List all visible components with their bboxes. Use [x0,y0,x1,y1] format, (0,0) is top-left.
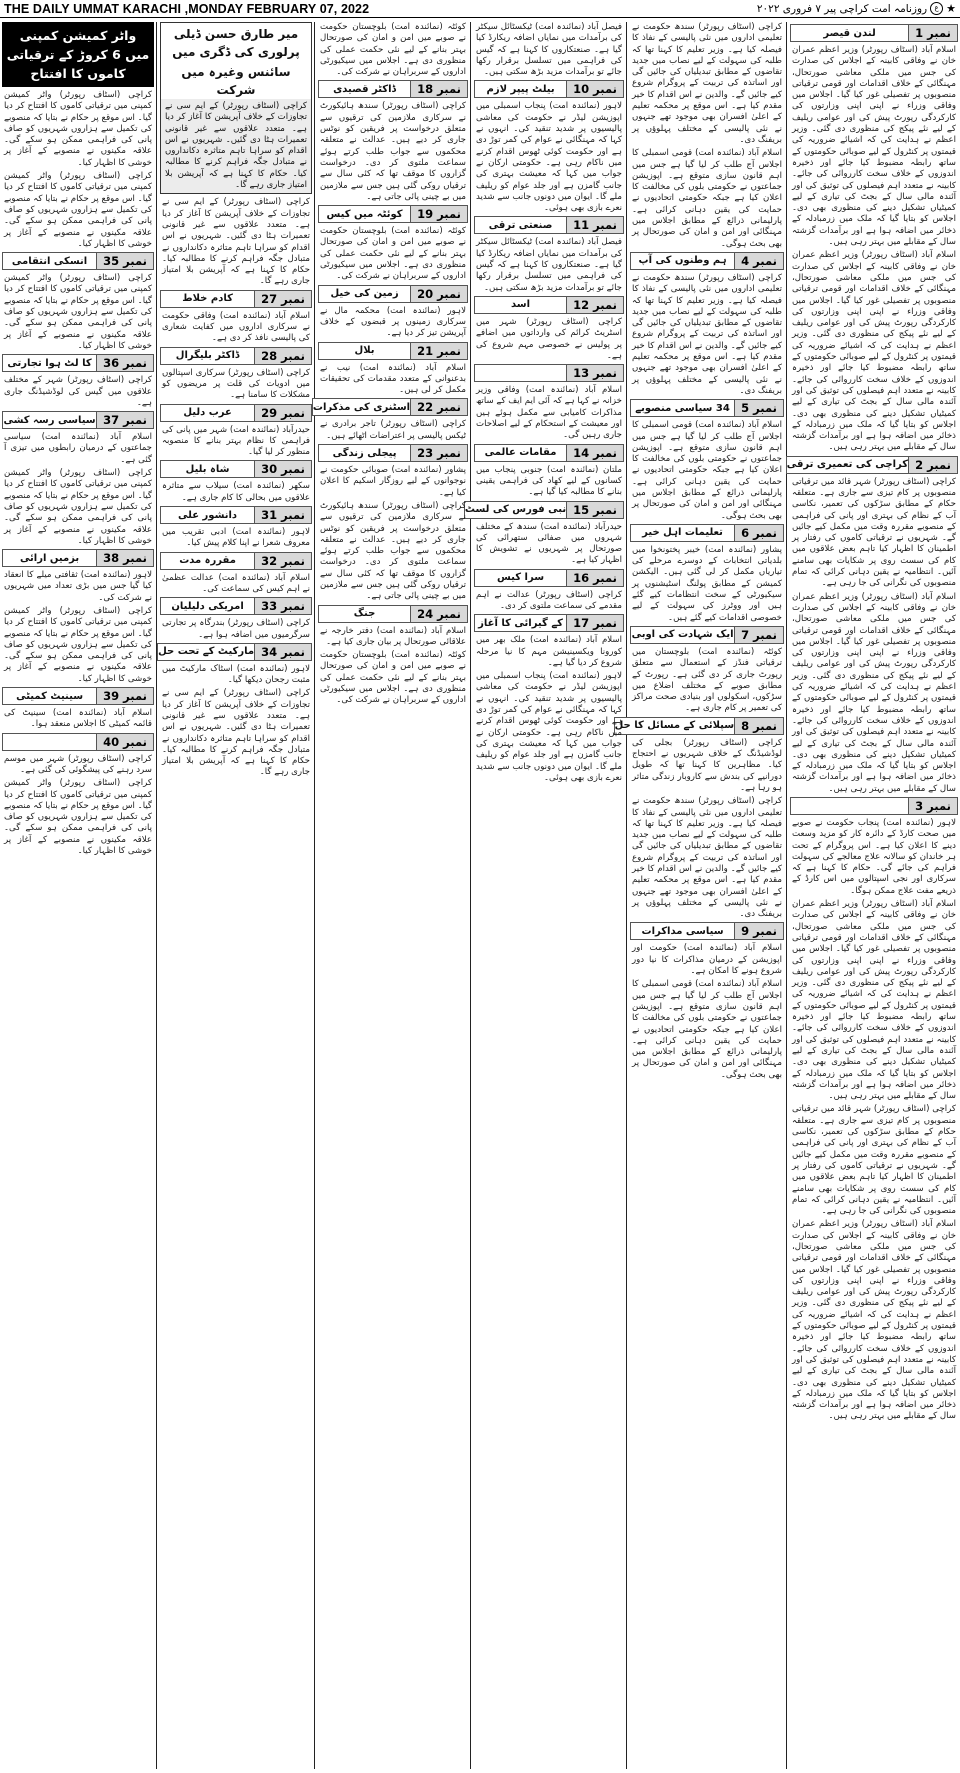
article-number: نمبر 5 [734,399,784,417]
article-number: نمبر 17 [566,614,624,632]
article-title: انسکی انتقامی [2,252,96,270]
article-body: لاہور (نمائندہ امت) ثقافتی میلے کا انعقاد کیا گیا جس میں بڑی تعداد میں شہریوں نے شرکت کی۔ [4,570,152,603]
article-number: نمبر 4 [734,252,784,270]
column-5 [160,22,312,1769]
article-title: لندن قیصر [790,24,908,42]
article-body: اسلام آباد (نمائندہ امت) عدالت عظمیٰ نے اہم کیس کی سماعت کی۔ [162,572,310,594]
article-title: اسد [474,296,566,314]
article-number: نمبر 40 [96,733,154,751]
article-title: کے گیرائی کا آغاز [474,614,566,632]
article-heading [160,506,312,524]
article-heading [2,354,154,372]
article-body: کراچی (اسٹاف رپورٹر) تاجر برادری نے ٹیکس پالیسی پر اعتراضات اٹھائے ہیں۔ [320,419,466,441]
article-heading [318,444,468,462]
column-2 [614,22,784,1769]
article-body: فیصل آباد (نمائندہ امت) ٹیکسٹائل سیکٹر کی برآمدات میں نمایاں اضافہ ریکارڈ کیا گیا ہے۔ صنعتکاروں کا کہنا ہے کہ گیس کی فراہمی میں تسلسل برقرار رکھا جائے تو برآمدات مزید بڑھ سکتی ہیں۔ [476,22,622,78]
article-body: اسلام آباد (نمائندہ امت) وفاقی حکومت نے سرکاری اداروں میں کفایت شعاری کی پالیسی نافذ کر دی ہے۔ [162,310,310,344]
article-title: دانشور علی [160,506,254,524]
article-heading [630,524,784,542]
article-body: کراچی (اسٹاف رپورٹر) شہر میں موسم سرد رہنے کی پیشگوئی کی گئی ہے۔ [4,753,152,775]
article-body: لاہور (نمائندہ امت) پنجاب حکومت نے صوبے میں صحت کارڈ کے دائرہ کار کو مزید وسعت دینے کا اعلان کیا ہے۔ اس پروگرام کے تحت ہر خاندان کو سالانہ علاج معالجے کی سہولت فراہم کی جائے گی۔ حکام کا کہنا ہے کہ سرکاری اور نجی اسپتالوں میں اس کارڈ کے ذریعے مفت علاج ممکن ہوگا۔ [792,818,956,896]
cpec-box-body: کراچی (اسٹاف رپورٹر) کے ایم سی نے تجاوزات کے خلاف آپریشن کا آغاز کر دیا ہے۔ متعدد علاقوں سے غیر قانونی تعمیرات ہٹا دی گئیں۔ شہریوں نے اس اقدام کو سراہا تاہم متاثرہ دکانداروں نے متبادل جگہ فراہم کرنے کا مطالبہ کیا۔ حکام کا کہنا ہے کہ آپریشن بلا امتیاز جاری رہے گا۔ [161,99,311,193]
article-heading [2,411,154,429]
article-title: 34 سیاسی منصوبے [630,399,734,417]
article-heading [790,24,958,42]
article-body: اسلام آباد (نمائندہ امت) قومی اسمبلی کا اجلاس آج طلب کر لیا گیا ہے جس میں اہم قانون سازی متوقع ہے۔ اپوزیشن جماعتوں نے حکومتی بلوں کی مخالفت کا اعلان کیا ہے جبکہ حکومتی اتحادیوں نے حمایت کی یقین دہانی کرائی ہے۔ پارلیمانی ذرائع کے مطابق اجلاس میں مہنگائی اور امن و امان کی صورتحال پر بھی بحث ہوگی۔ [632,148,782,249]
column-rule [626,22,627,1769]
article-number: نمبر 20 [410,285,468,303]
article-heading [318,342,468,360]
article-heading [474,296,624,314]
article-body: حیدرآباد (نمائندہ امت) شہر میں پانی کی فراہمی کا نظام بہتر بنانے کا منصوبہ منظور کر لیا گیا۔ [162,424,310,458]
article-body: لاہور (نمائندہ امت) پنجاب اسمبلی میں اپوزیشن لیڈر نے حکومت کی معاشی پالیسیوں پر شدید تنقید کی۔ انہوں نے کہا کہ مہنگائی نے عوام کی کمر توڑ دی ہے اور حکومت کوئی ٹھوس اقدام کرنے میں ناکام رہی ہے۔ حکومتی ارکان نے جواب میں کہا کہ معیشت بہتری کی جانب گامزن ہے اور جلد عوام کو ریلیف ملے گا۔ ایوان میں دونوں جانب سے شدید نعرے بازی بھی ہوئی۔ [476,101,622,214]
article-title: تعلیمات اہل خیر [630,524,734,542]
article-number: نمبر 18 [410,80,468,98]
column-rule [470,22,471,1769]
article-heading [160,290,312,308]
column-1 [786,22,958,1769]
article-heading [318,285,468,303]
article-title: زمین کی خیل [318,285,410,303]
article-body: کراچی (اسٹاف رپورٹر) کے ایم سی نے تجاوزات کے خلاف آپریشن کا آغاز کر دیا ہے۔ متعدد علاقوں سے غیر قانونی تعمیرات ہٹا دی گئیں۔ شہریوں نے اس اقدام کو سراہا تاہم متاثرہ دکانداروں نے متبادل جگہ فراہم کرنے کا مطالبہ کیا۔ حکام کا کہنا ہے کہ آپریشن بلا امتیاز جاری رہے گا۔ [162,197,310,287]
article-number: نمبر 32 [254,552,312,570]
article-heading [474,569,624,587]
article-body: فیصل آباد (نمائندہ امت) ٹیکسٹائل سیکٹر کی برآمدات میں نمایاں اضافہ ریکارڈ کیا گیا ہے۔ صنعتکاروں کا کہنا ہے کہ گیس کی فراہمی میں تسلسل برقرار رکھا جائے تو برآمدات مزید بڑھ سکتی ہیں۔ [476,237,622,293]
article-heading [474,614,624,632]
article-body: کراچی (اسٹاف رپورٹر) بندرگاہ پر تجارتی سرگرمیوں میں اضافہ ہوا ہے۔ [162,618,310,640]
article-heading [318,80,468,98]
article-title: پیجلی زندگی [318,444,410,462]
article-title: صنعتی ترقی [474,216,566,234]
article-number: نمبر 22 [410,398,468,416]
article-title [790,797,908,815]
article-body: کراچی (اسٹاف رپورٹر) واٹر کمیشن کمپنی میں ترقیاتی کاموں کا افتتاح کر دیا گیا۔ اس موقع پر حکام نے بتایا کہ منصوبے کی تکمیل سے ہزاروں شہریوں کو صاف پانی کی فراہمی ممکن ہو سکے گی۔ علاقہ مکینوں نے منصوبے کے آغاز پر خوشی کا اظہار کیا۔ [4,605,152,684]
article-body: کراچی (اسٹاف رپورٹر) واٹر کمیشن کمپنی میں ترقیاتی کاموں کا افتتاح کر دیا گیا۔ اس موقع پر حکام نے بتایا کہ منصوبے کی تکمیل سے ہزاروں شہریوں کو صاف پانی کی فراہمی ممکن ہو سکے گی۔ علاقہ مکینوں نے منصوبے کے آغاز پر خوشی کا اظہار کیا۔ [4,171,152,249]
article-body: کوئٹہ (نمائندہ امت) بلوچستان حکومت نے صوبے میں امن و امان کی صورتحال بہتر بنانے کے لیے نئی حکمت عملی کی منظوری دی ہے۔ اجلاس میں سیکیورٹی اداروں کے سربراہان نے شرکت کی۔ [320,226,466,282]
ummat-logo-icon: ع [930,2,943,15]
article-body: لاہور (نمائندہ امت) ادبی تقریب میں معروف شعرا نے اپنا کلام پیش کیا۔ [162,527,310,549]
article-number: نمبر 34 [254,643,312,661]
article-body: اسلام آباد (اسٹاف رپورٹر) وزیر اعظم عمران خان نے وفاقی کابینہ کے اجلاس کی صدارت کی جس میں ملکی معاشی صورتحال، مہنگائی کے خلاف اقدامات اور قومی ترقیاتی منصوبوں پر تفصیلی غور کیا گیا۔ اجلاس میں وفاقی وزراء نے اپنی اپنی وزارتوں کی کارکردگی رپورٹ پیش کی اور عوامی ریلیف کے لیے نئے پیکج کی منظوری دی گئی۔ وزیر اعظم نے ہدایت کی کہ اشیائے ضروریہ کی قیمتوں پر کنٹرول کے لیے صوبائی حکومتوں کے ساتھ رابطہ مضبوط کیا جائے اور ذخیرہ اندوزوں کے خلاف سخت کارروائی کی جائے۔ کابینہ نے متعدد اہم فیصلوں کی توثیق کی اور آئندہ مالی سال کے بجٹ کی تیاری کے لیے کمیٹیاں تشکیل دینے کی منظوری بھی دی۔ اجلاس کو بتایا گیا کہ ملک میں زرمبادلہ کے ذخائر میں اضافہ ہوا ہے اور برآمدات گزشتہ سال کے مقابلے میں بہتر رہی ہیں۔ [792,591,956,794]
article-heading [2,252,154,270]
article-title: ہم وطنوں کی آپ [630,252,734,270]
article-heading [614,717,784,735]
masthead [0,0,960,18]
article-title: کوئٹہ میں کیس [318,205,410,223]
article-body: لاہور (نمائندہ امت) محکمہ مال نے سرکاری زمینوں پر قبضوں کے خلاف آپریشن تیز کر دیا ہے۔ [320,305,466,339]
article-body: کراچی (اسٹاف رپورٹر) سندھ حکومت نے تعلیمی اداروں میں نئی پالیسی کے نفاذ کا فیصلہ کیا ہے۔ وزیر تعلیم کا کہنا تھا کہ طلبہ کی سہولت کے لیے نصاب میں جدید تقاضوں کے مطابق تبدیلیاں کی جائیں گی اور اساتذہ کی تربیت کے پروگرام شروع کیے جائیں گے۔ والدین نے اس اقدام کا خیر مقدم کیا ہے۔ اس موقع پر محکمہ تعلیم کے اعلیٰ افسران بھی موجود تھے جنہوں نے نئی پالیسی کے مختلف پہلوؤں پر بریفنگ دی۔ [632,272,782,396]
article-title: بیلٹ پیپر لازم [474,80,566,98]
article-title: کراچی کی تعمیری ترقی [786,456,908,474]
article-heading [474,444,624,462]
article-title: مقامات عالمی [474,444,566,462]
article-body: کراچی (اسٹاف رپورٹر) کے ایم سی نے تجاوزات کے خلاف آپریشن کا آغاز کر دیا ہے۔ متعدد علاقوں سے غیر قانونی تعمیرات ہٹا دی گئیں۔ شہریوں نے اس اقدام کو سراہا تاہم متاثرہ دکانداروں نے متبادل جگہ فراہم کرنے کا مطالبہ کیا۔ حکام کا کہنا ہے کہ آپریشن بلا امتیاز جاری رہے گا۔ [162,688,310,778]
article-heading [318,205,468,223]
article-heading [790,797,958,815]
column-3 [464,22,624,1769]
article-body: کراچی (اسٹاف رپورٹر) سندھ ہائیکورٹ نے سرکاری ملازمین کی ترقیوں سے متعلق درخواست پر فریقین کو نوٹس جاری کر دیے ہیں۔ عدالت نے متعلقہ محکموں سے جواب طلب کرتے ہوئے سماعت ملتوی کر دی۔ درخواست گزاروں کا موقف تھا کہ کئی سال سے ترقیاں روکی گئی ہیں جس سے ملازمین میں بے چینی پائی جاتی ہے۔ [320,101,466,202]
article-body: لاہور (نمائندہ امت) پنجاب اسمبلی میں اپوزیشن لیڈر نے حکومت کی معاشی پالیسیوں پر شدید تنقید کی۔ انہوں نے کہا کہ مہنگائی نے عوام کی کمر توڑ دی ہے اور حکومت کوئی ٹھوس اقدام کرنے میں ناکام رہی ہے۔ حکومتی ارکان نے جواب میں کہا کہ معیشت بہتری کی جانب گامزن ہے اور جلد عوام کو ریلیف ملے گا۔ ایوان میں دونوں جانب سے شدید نعرے بازی بھی ہوئی۔ [476,671,622,783]
article-body: کراچی (اسٹاف رپورٹر) سندھ حکومت نے تعلیمی اداروں میں نئی پالیسی کے نفاذ کا فیصلہ کیا ہے۔ وزیر تعلیم کا کہنا تھا کہ طلبہ کی سہولت کے لیے نصاب میں جدید تقاضوں کے مطابق تبدیلیاں کی جائیں گی اور اساتذہ کی تربیت کے پروگرام شروع کیے جائیں گے۔ والدین نے اس اقدام کا خیر مقدم کیا ہے۔ اس موقع پر محکمہ تعلیم کے اعلیٰ افسران بھی موجود تھے جنہوں نے نئی پالیسی کے مختلف پہلوؤں پر بریفنگ دی۔ [632,22,782,145]
article-title: ایک شہادت کی اوبی [630,626,734,644]
article-number: نمبر 29 [254,404,312,422]
star-icon: ★ [946,2,956,15]
article-body: حیدرآباد (نمائندہ امت) سندھ کے مختلف شہروں میں صفائی ستھرائی کی صورتحال پر شہریوں نے تشویش کا اظہار کیا ہے۔ [476,521,622,566]
karachi-banner: واٹر کمیشن کمپنی میں 6 کروڑ کے ترقیاتی کاموں کا افتتاح [2,22,154,87]
article-number: نمبر 7 [734,626,784,644]
article-heading [160,347,312,365]
article-body: اسلام آباد (نمائندہ امت) دفتر خارجہ نے علاقائی صورتحال پر بیان جاری کیا ہے۔ [320,625,466,647]
article-number: نمبر 31 [254,506,312,524]
article-body: کوئٹہ (نمائندہ امت) بلوچستان میں ترقیاتی فنڈز کے استعمال سے متعلق رپورٹ جاری کر دی گئی ہے۔ رپورٹ کے مطابق صوبے کے مختلف اضلاع میں سڑکوں، اسکولوں اور بنیادی صحت مراکز کی تعمیر پر کام جاری ہے۔ [632,646,782,714]
article-heading [160,552,312,570]
article-number: نمبر 27 [254,290,312,308]
column-rule [156,22,157,1769]
article-body: اسلام آباد (نمائندہ امت) ملک بھر میں کورونا ویکسینیشن مہم کا نیا مرحلہ شروع کر دیا گیا ہے۔ [476,635,622,668]
article-body: کوئٹہ (نمائندہ امت) بلوچستان حکومت نے صوبے میں امن و امان کی صورتحال بہتر بنانے کے لیے نئی حکمت عملی کی منظوری دی ہے۔ اجلاس میں سیکیورٹی اداروں کے سربراہان نے شرکت کی۔ [320,22,466,78]
article-heading [318,605,468,623]
article-number: نمبر 39 [96,687,154,705]
article-heading [630,922,784,940]
article-body: اسلام آباد (نمائندہ امت) وفاقی وزیر خزانہ نے کہا ہے کہ آئی ایم ایف کے ساتھ مذاکرات کامیابی سے مکمل ہوئے ہیں اور معیشت کے استحکام کے لیے اصلاحات جاری رہیں گی۔ [476,385,622,441]
article-number: نمبر 11 [566,216,624,234]
masthead-urdu-wrapper [757,2,956,15]
article-number: نمبر 36 [96,354,154,372]
article-body: اسلام آباد (نمائندہ امت) نیب نے بدعنوانی کے متعدد مقدمات کی تحقیقات مکمل کر لی ہیں۔ [320,362,466,396]
article-heading [786,456,958,474]
article-title: مقررہ مدت [160,552,254,570]
article-body: اسلام آباد (نمائندہ امت) حکومت اور اپوزیشن کے درمیان مذاکرات کا نیا دور شروع ہونے کا امکان ہے۔ [632,943,782,977]
article-body: کوئٹہ (نمائندہ امت) بلوچستان حکومت نے صوبے میں امن و امان کی صورتحال بہتر بنانے کے لیے نئی حکمت عملی کی منظوری دی ہے۔ اجلاس میں سیکیورٹی اداروں کے سربراہان نے شرکت کی۔ [320,650,466,706]
article-title: سرا کیس [474,569,566,587]
article-title: بزمیں ارائی [2,549,96,567]
article-number: نمبر 9 [734,922,784,940]
article-body: اسلام آباد (نمائندہ امت) قومی اسمبلی کا اجلاس آج طلب کر لیا گیا ہے جس میں اہم قانون سازی متوقع ہے۔ اپوزیشن جماعتوں نے حکومتی بلوں کی مخالفت کا اعلان کیا ہے جبکہ حکومتی اتحادیوں نے حمایت کی یقین دہانی کرائی ہے۔ پارلیمانی ذرائع کے مطابق اجلاس میں مہنگائی اور امن و امان کی صورتحال پر بھی بحث ہوگی۔ [632,420,782,521]
article-title [2,733,96,751]
article-number: نمبر 10 [566,80,624,98]
article-body: پشاور (نمائندہ امت) خیبر پختونخوا میں بلدیاتی انتخابات کے دوسرے مرحلے کی تیاریاں مکمل کر لی گئی ہیں۔ الیکشن کمیشن کے مطابق پولنگ اسٹیشنوں پر سیکیورٹی کے سخت انتظامات کیے گئے ہیں اور ووٹرز کی سہولت کے لیے خصوصی اقدامات کیے گئے ہیں۔ [632,544,782,623]
article-heading [630,399,784,417]
column-rule [786,22,787,1769]
article-heading [630,626,784,644]
article-heading [160,597,312,615]
article-heading [474,216,624,234]
article-body: کراچی (اسٹاف رپورٹر) واٹر کمیشن کمپنی میں ترقیاتی کاموں کا افتتاح کر دیا گیا۔ اس موقع پر حکام نے بتایا کہ منصوبے کی تکمیل سے ہزاروں شہریوں کو صاف پانی کی فراہمی ممکن ہو سکے گی۔ علاقہ مکینوں نے منصوبے کے آغاز پر خوشی کا اظہار کیا۔ [4,468,152,546]
cpec-box-subtitle: سائنس وغیرہ میں شرکت [181,65,291,97]
article-body: لاہور (نمائندہ امت) اسٹاک مارکیٹ میں مثبت رجحان دیکھا گیا۔ [162,663,310,686]
article-title: اسٹنری کی مذکرات [312,398,410,416]
article-title: کادم خلاط [160,290,254,308]
article-number: نمبر 14 [566,444,624,462]
article-number: نمبر 1 [908,24,958,42]
article-title: جنگ [318,605,410,623]
article-body: سکھر (نمائندہ امت) سیلاب سے متاثرہ علاقوں میں بحالی کا کام جاری ہے۔ [162,481,310,503]
article-heading [160,460,312,478]
article-title: بلال [318,342,410,360]
article-body: اسلام آباد (نمائندہ امت) سینیٹ کی قائمہ کمیٹی کا اجلاس منعقد ہوا۔ [4,708,152,730]
cpec-box [160,22,312,194]
article-number: نمبر 38 [96,549,154,567]
article-body: کراچی (اسٹاف رپورٹر) سندھ حکومت نے تعلیمی اداروں میں نئی پالیسی کے نفاذ کا فیصلہ کیا ہے۔ وزیر تعلیم کا کہنا تھا کہ طلبہ کی سہولت کے لیے نصاب میں جدید تقاضوں کے مطابق تبدیلیاں کی جائیں گی اور اساتذہ کی تربیت کے پروگرام شروع کیے جائیں گے۔ والدین نے اس اقدام کا خیر مقدم کیا ہے۔ اس موقع پر محکمہ تعلیم کے اعلیٰ افسران بھی موجود تھے جنہوں نے نئی پالیسی کے مختلف پہلوؤں پر بریفنگ دی۔ [632,796,782,920]
article-number: نمبر 33 [254,597,312,615]
article-heading [2,733,154,751]
article-body: اسلام آباد (اسٹاف رپورٹر) وزیر اعظم عمران خان نے وفاقی کابینہ کے اجلاس کی صدارت کی جس میں ملکی معاشی صورتحال، مہنگائی کے خلاف اقدامات اور قومی ترقیاتی منصوبوں پر تفصیلی غور کیا گیا۔ اجلاس میں وفاقی وزراء نے اپنی اپنی وزارتوں کی کارکردگی رپورٹ پیش کی اور عوامی ریلیف کے لیے نئے پیکج کی منظوری دی گئی۔ وزیر اعظم نے ہدایت کی کہ اشیائے ضروریہ کی قیمتوں پر کنٹرول کے لیے صوبائی حکومتوں کے ساتھ رابطہ مضبوط کیا جائے اور ذخیرہ اندوزوں کے خلاف سخت کارروائی کی جائے۔ کابینہ نے متعدد اہم فیصلوں کی توثیق کی اور آئندہ مالی سال کے بجٹ کی تیاری کے لیے کمیٹیاں تشکیل دینے کی منظوری بھی دی۔ اجلاس کو بتایا گیا کہ ملک میں زرمبادلہ کے ذخائر میں اضافہ ہوا ہے اور برآمدات گزشتہ سال کے مقابلے میں بہتر رہی ہیں۔ [792,899,956,1102]
article-number: نمبر 24 [410,605,468,623]
article-number: نمبر 13 [566,364,624,382]
article-heading [464,501,624,519]
article-body: کراچی (اسٹاف رپورٹر) شہر قائد میں ترقیاتی منصوبوں پر کام تیزی سے جاری ہے۔ متعلقہ حکام کے مطابق سڑکوں کی تعمیر، نکاسی آب کے نظام کی بہتری اور پانی کی فراہمی کے منصوبے مقررہ وقت میں مکمل کیے جائیں گے۔ شہریوں نے ترقیاتی کاموں کی رفتار پر اطمینان کا اظہار کیا تاہم بعض علاقوں میں کام کی سست روی پر شکایات بھی سامنے آئیں۔ انتظامیہ نے یقین دہانی کرائی کہ تمام منصوبوں کی نگرانی کی جا رہی ہے۔ [792,1104,956,1217]
article-body: کراچی (اسٹاف رپورٹر) سرکاری اسپتالوں میں ادویات کی قلت پر مریضوں کو مشکلات کا سامنا ہے۔ [162,367,310,401]
article-title: کا لٹ ہوا تجارتی [2,354,96,372]
article-body: اسلام آباد (اسٹاف رپورٹر) وزیر اعظم عمران خان نے وفاقی کابینہ کے اجلاس کی صدارت کی جس میں ملکی معاشی صورتحال، مہنگائی کے خلاف اقدامات اور قومی ترقیاتی منصوبوں پر تفصیلی غور کیا گیا۔ اجلاس میں وفاقی وزراء نے اپنی اپنی وزارتوں کی کارکردگی رپورٹ پیش کی اور عوامی ریلیف کے لیے نئے پیکج کی منظوری دی گئی۔ وزیر اعظم نے ہدایت کی کہ اشیائے ضروریہ کی قیمتوں پر کنٹرول کے لیے صوبائی حکومتوں کے ساتھ رابطہ مضبوط کیا جائے اور ذخیرہ اندوزوں کے خلاف سخت کارروائی کی جائے۔ کابینہ نے متعدد اہم فیصلوں کی توثیق کی اور آئندہ مالی سال کے بجٹ کی تیاری کے لیے کمیٹیاں تشکیل دینے کی منظوری بھی دی۔ اجلاس کو بتایا گیا کہ ملک میں زرمبادلہ کے ذخائر میں اضافہ ہوا ہے اور برآمدات گزشتہ سال کے مقابلے میں بہتر رہی ہیں۔ [792,250,956,453]
article-heading [160,404,312,422]
article-heading [312,398,468,416]
article-title: سینیٹ کمیٹی [2,687,96,705]
column-rule [314,22,315,1769]
article-body: کراچی (اسٹاف رپورٹر) شہر میں اسٹریٹ کرائم کی وارداتوں میں اضافے پر پولیس نے خصوصی مہم شروع کی ہے۔ [476,316,622,361]
article-body: کراچی (اسٹاف رپورٹر) واٹر کمیشن کمپنی میں ترقیاتی کاموں کا افتتاح کر دیا گیا۔ اس موقع پر حکام نے بتایا کہ منصوبے کی تکمیل سے ہزاروں شہریوں کو صاف پانی کی فراہمی ممکن ہو سکے گی۔ علاقہ مکینوں نے منصوبے کے آغاز پر خوشی کا اظہار کیا۔ [4,778,152,857]
article-heading [2,687,154,705]
article-number: نمبر 19 [410,205,468,223]
article-body: اسلام آباد (نمائندہ امت) سیاسی جماعتوں کے درمیان رابطوں میں تیزی آ گئی ہے۔ [4,432,152,465]
article-title: شاہ بلیل [160,460,254,478]
article-body: کراچی (اسٹاف رپورٹر) واٹر کمیشن کمپنی میں ترقیاتی کاموں کا افتتاح کر دیا گیا۔ اس موقع پر حکام نے بتایا کہ منصوبے کی تکمیل سے ہزاروں شہریوں کو صاف پانی کی فراہمی ممکن ہو سکے گی۔ علاقہ مکینوں نے منصوبے کے آغاز پر خوشی کا اظہار کیا۔ [4,90,152,168]
article-number: نمبر 3 [908,797,958,815]
masthead-english: THE DAILY UMMAT KARACHI ,MONDAY FEBRUARY 07, 2022 [4,1,370,16]
article-heading [630,252,784,270]
article-title: امریکی دلیلیان [160,597,254,615]
article-body: اسلام آباد (نمائندہ امت) قومی اسمبلی کا اجلاس آج طلب کر لیا گیا ہے جس میں اہم قانون سازی متوقع ہے۔ اپوزیشن جماعتوں نے حکومتی بلوں کی مخالفت کا اعلان کیا ہے جبکہ حکومتی اتحادیوں نے حمایت کی یقین دہانی کرائی ہے۔ پارلیمانی ذرائع کے مطابق اجلاس میں مہنگائی اور امن و امان کی صورتحال پر بھی بحث ہوگی۔ [632,979,782,1080]
article-number: نمبر 8 [734,717,784,735]
article-body: ملتان (نمائندہ امت) جنوبی پنجاب میں کسانوں کے لیے کھاد کی فراہمی یقینی بنانے کا مطالبہ کیا گیا ہے۔ [476,464,622,498]
article-title: ڈاکٹر قصیدی [318,80,410,98]
article-title: مارکیٹ کے تحت حل [157,643,254,661]
article-title: عرب دلیل [160,404,254,422]
article-number: نمبر 12 [566,296,624,314]
article-title: سپلائی کے مسائل کا حل [614,717,735,735]
article-title: سیاسی رسہ کشی [2,411,96,429]
article-heading [2,549,154,567]
article-number: نمبر 16 [566,569,624,587]
article-heading [160,643,312,661]
article-body: پشاور (نمائندہ امت) صوبائی حکومت نے نوجوانوں کے لیے روزگار اسکیم کا اعلان کیا ہے۔ [320,465,466,498]
article-body: کراچی (اسٹاف رپورٹر) واٹر کمیشن کمپنی میں ترقیاتی کاموں کا افتتاح کر دیا گیا۔ اس موقع پر حکام نے بتایا کہ منصوبے کی تکمیل سے ہزاروں شہریوں کو صاف پانی کی فراہمی ممکن ہو سکے گی۔ علاقہ مکینوں نے منصوبے کے آغاز پر خوشی کا اظہار کیا۔ [4,273,152,351]
article-heading [474,364,624,382]
article-body: کراچی (اسٹاف رپورٹر) عدالت نے اہم مقدمے کی سماعت ملتوی کر دی۔ [476,589,622,611]
article-number: نمبر 30 [254,460,312,478]
column-4 [312,22,468,1769]
article-body: اسلام آباد (اسٹاف رپورٹر) وزیر اعظم عمران خان نے وفاقی کابینہ کے اجلاس کی صدارت کی جس میں ملکی معاشی صورتحال، مہنگائی کے خلاف اقدامات اور قومی ترقیاتی منصوبوں پر تفصیلی غور کیا گیا۔ اجلاس میں وفاقی وزراء نے اپنی اپنی وزارتوں کی کارکردگی رپورٹ پیش کی اور عوامی ریلیف کے لیے نئے پیکج کی منظوری دی گئی۔ وزیر اعظم نے ہدایت کی کہ اشیائے ضروریہ کی قیمتوں پر کنٹرول کے لیے صوبائی حکومتوں کے ساتھ رابطہ مضبوط کیا جائے اور ذخیرہ اندوزوں کے خلاف سخت کارروائی کی جائے۔ کابینہ نے متعدد اہم فیصلوں کی توثیق کی اور آئندہ مالی سال کے بجٹ کی تیاری کے لیے کمیٹیاں تشکیل دینے کی منظوری بھی دی۔ اجلاس کو بتایا گیا کہ ملک میں زرمبادلہ کے ذخائر میں اضافہ ہوا ہے اور برآمدات گزشتہ سال کے مقابلے میں بہتر رہی ہیں۔ [792,1219,956,1422]
article-title: ڈاکٹر بلیگرال [160,347,254,365]
article-title [474,364,566,382]
article-number: نمبر 35 [96,252,154,270]
article-body: کراچی (اسٹاف رپورٹر) شہر کے مختلف علاقوں میں گیس کی لوڈشیڈنگ جاری ہے۔ [4,375,152,408]
article-body: کراچی (اسٹاف رپورٹر) شہر قائد میں ترقیاتی منصوبوں پر کام تیزی سے جاری ہے۔ متعلقہ حکام کے مطابق سڑکوں کی تعمیر، نکاسی آب کے نظام کی بہتری اور پانی کی فراہمی کے منصوبے مقررہ وقت میں مکمل کیے جائیں گے۔ شہریوں نے ترقیاتی کاموں کی رفتار پر اطمینان کا اظہار کیا تاہم بعض علاقوں میں کام کی سست روی پر شکایات بھی سامنے آئیں۔ انتظامیہ نے یقین دہانی کرائی کہ تمام منصوبوں کی نگرانی کی جا رہی ہے۔ [792,476,956,589]
article-title: نبی فورس کی لسٹ [464,501,566,519]
article-heading [474,80,624,98]
column-6 [2,22,154,1769]
masthead-urdu: روزنامہ امت کراچی پیر ۷ فروری ۲۰۲۲ [756,2,928,15]
article-number: نمبر 37 [96,411,154,429]
article-number: نمبر 15 [566,501,624,519]
article-number: نمبر 23 [410,444,468,462]
article-number: نمبر 21 [410,342,468,360]
article-title: سیاسی مداکرات [630,922,734,940]
article-number: نمبر 6 [734,524,784,542]
article-body: کراچی (اسٹاف رپورٹر) سندھ ہائیکورٹ نے سرکاری ملازمین کی ترقیوں سے متعلق درخواست پر فریقین کو نوٹس جاری کر دیے ہیں۔ عدالت نے متعلقہ محکموں سے جواب طلب کرتے ہوئے سماعت ملتوی کر دی۔ درخواست گزاروں کا موقف تھا کہ کئی سال سے ترقیاں روکی گئی ہیں جس سے ملازمین میں بے چینی پائی جاتی ہے۔ [320,500,466,602]
article-body: کراچی (اسٹاف رپورٹر) بجلی کی لوڈشیڈنگ کے خلاف شہریوں نے احتجاج کیا۔ مظاہرین کا کہنا تھا کہ طویل دورانیے کی بندش سے کاروبار زندگی متاثر ہو رہا ہے۔ [632,737,782,793]
cpec-box-title: میر طارق حسن ڈیلی پرلوری کی ڈگری میں [172,27,300,59]
article-number: نمبر 2 [908,456,958,474]
article-body: اسلام آباد (اسٹاف رپورٹر) وزیر اعظم عمران خان نے وفاقی کابینہ کے اجلاس کی صدارت کی جس میں ملکی معاشی صورتحال، مہنگائی کے خلاف اقدامات اور قومی ترقیاتی منصوبوں پر تفصیلی غور کیا گیا۔ اجلاس میں وفاقی وزراء نے اپنی اپنی وزارتوں کی کارکردگی رپورٹ پیش کی اور عوامی ریلیف کے لیے نئے پیکج کی منظوری دی گئی۔ وزیر اعظم نے ہدایت کی کہ اشیائے ضروریہ کی قیمتوں پر کنٹرول کے لیے صوبائی حکومتوں کے ساتھ رابطہ مضبوط کیا جائے اور ذخیرہ اندوزوں کے خلاف سخت کارروائی کی جائے۔ کابینہ نے متعدد اہم فیصلوں کی توثیق کی اور آئندہ مالی سال کے بجٹ کی تیاری کے لیے کمیٹیاں تشکیل دینے کی منظوری بھی دی۔ اجلاس کو بتایا گیا کہ ملک میں زرمبادلہ کے ذخائر میں اضافہ ہوا ہے اور برآمدات گزشتہ سال کے مقابلے میں بہتر رہی ہیں۔ [792,45,956,248]
article-number: نمبر 28 [254,347,312,365]
